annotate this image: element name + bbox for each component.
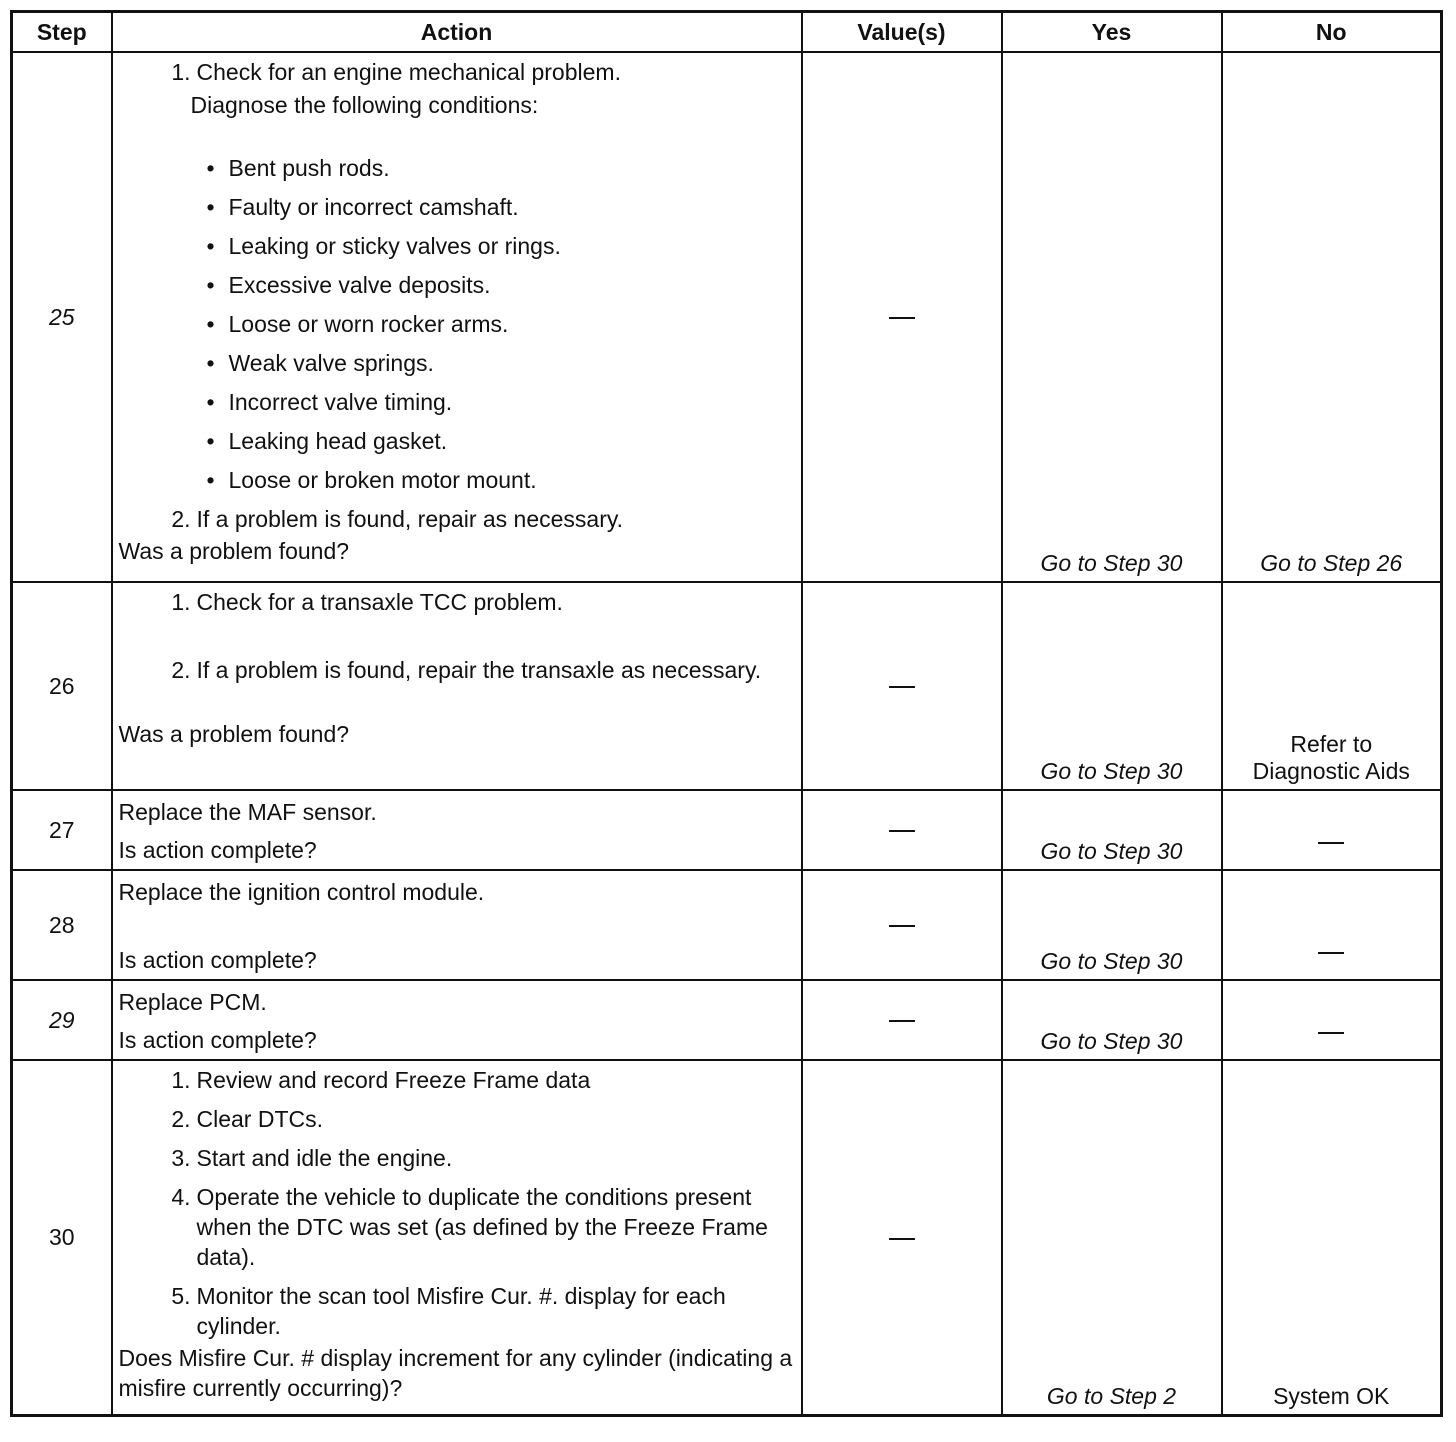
diagnostic-table (10, 10, 1443, 1417)
dash-mark (889, 925, 915, 927)
no-cell (1222, 790, 1442, 870)
dash-mark (889, 1020, 915, 1022)
action-cell (112, 582, 802, 790)
yes-cell: Go to Step 30 (1002, 582, 1222, 790)
header-step: Step (12, 12, 112, 53)
list-item: • Leaking head gasket. (206, 428, 448, 454)
dash-mark (889, 830, 915, 832)
list-item: • Incorrect valve timing. (206, 389, 453, 415)
no-cell (1222, 582, 1442, 790)
action-question: Was a problem found? (118, 538, 350, 564)
step-number: 26 (12, 582, 112, 790)
action-item: 2. Clear DTCs. (171, 1106, 324, 1132)
action-item: 2. If a problem is found, repair the transaxle as necessary. (171, 657, 762, 683)
step-number: 30 (12, 1060, 112, 1415)
condition-list (119, 153, 793, 495)
action-text: Replace the ignition control module. (118, 879, 485, 905)
no-cell (1222, 980, 1442, 1060)
table-row (12, 52, 1442, 582)
action-question: Is action complete? (118, 947, 317, 973)
list-item: • Faulty or incorrect camshaft. (206, 194, 519, 220)
value-cell (802, 790, 1002, 870)
action-text: Replace PCM. (118, 989, 267, 1015)
list-item: • Loose or worn rocker arms. (206, 311, 509, 337)
action-cell (112, 980, 802, 1060)
action-item: 1. Review and record Freeze Frame data (171, 1067, 591, 1093)
no-line: Refer to (1290, 731, 1373, 757)
dash-mark (1318, 842, 1344, 844)
dash-mark (1318, 1032, 1344, 1034)
header-row (12, 12, 1442, 53)
action-question: Is action complete? (118, 837, 317, 863)
dash-mark (1318, 952, 1344, 954)
action-question: Is action complete? (118, 1027, 317, 1053)
dash-mark (889, 686, 915, 688)
header-yes: Yes (1002, 12, 1222, 53)
action-item: 2. If a problem is found, repair as necessary. (171, 506, 624, 532)
table-row (12, 790, 1442, 870)
yes-cell: Go to Step 30 (1002, 980, 1222, 1060)
action-item: 1. Check for an engine mechanical problem. (171, 59, 621, 85)
yes-cell: Go to Step 30 (1002, 52, 1222, 582)
no-cell (1222, 870, 1442, 980)
action-text: Replace the MAF sensor. (118, 799, 377, 825)
action-question: Was a problem found? (118, 721, 350, 747)
step-number: 28 (12, 870, 112, 980)
value-cell (802, 582, 1002, 790)
action-item: 5. Monitor the scan tool Misfire Cur. #. display for each cylinder. (171, 1283, 726, 1339)
step-number: 29 (12, 980, 112, 1060)
list-item: • Weak valve springs. (206, 350, 434, 376)
action-cell (112, 790, 802, 870)
list-item: • Excessive valve deposits. (206, 272, 491, 298)
no-cell: System OK (1222, 1060, 1442, 1415)
header-no: No (1222, 12, 1442, 53)
value-cell (802, 870, 1002, 980)
dash-mark (889, 1238, 915, 1240)
action-cell (112, 1060, 802, 1415)
action-item: 4. Operate the vehicle to duplicate the conditions present when the DTC was set (as defined by the Freeze Frame data). (171, 1184, 768, 1270)
action-item: 3. Start and idle the engine. (171, 1145, 453, 1171)
list-item: • Leaking or sticky valves or rings. (206, 233, 561, 259)
action-item: 1. Check for a transaxle TCC problem. (171, 589, 563, 615)
list-item: • Loose or broken motor mount. (206, 467, 537, 493)
no-line: Diagnostic Aids (1252, 758, 1410, 784)
action-cell (112, 870, 802, 980)
header-values: Value(s) (802, 12, 1002, 53)
yes-cell: Go to Step 30 (1002, 790, 1222, 870)
header-action: Action (112, 12, 802, 53)
action-question: Does Misfire Cur. # display increment for any cylinder (indicating a misfire currently occurring)? (118, 1345, 793, 1401)
yes-cell: Go to Step 2 (1002, 1060, 1222, 1415)
dash-mark (889, 317, 915, 319)
action-cell (112, 52, 802, 582)
table-row (12, 980, 1442, 1060)
value-cell (802, 52, 1002, 582)
yes-cell: Go to Step 30 (1002, 870, 1222, 980)
table-row (12, 582, 1442, 790)
value-cell (802, 1060, 1002, 1415)
no-cell: Go to Step 26 (1222, 52, 1442, 582)
value-cell (802, 980, 1002, 1060)
step-number: 25 (12, 52, 112, 582)
step-number: 27 (12, 790, 112, 870)
table-row (12, 870, 1442, 980)
table-row (12, 1060, 1442, 1415)
list-item: • Bent push rods. (206, 155, 390, 181)
action-subtext: Diagnose the following conditions: (190, 92, 539, 118)
